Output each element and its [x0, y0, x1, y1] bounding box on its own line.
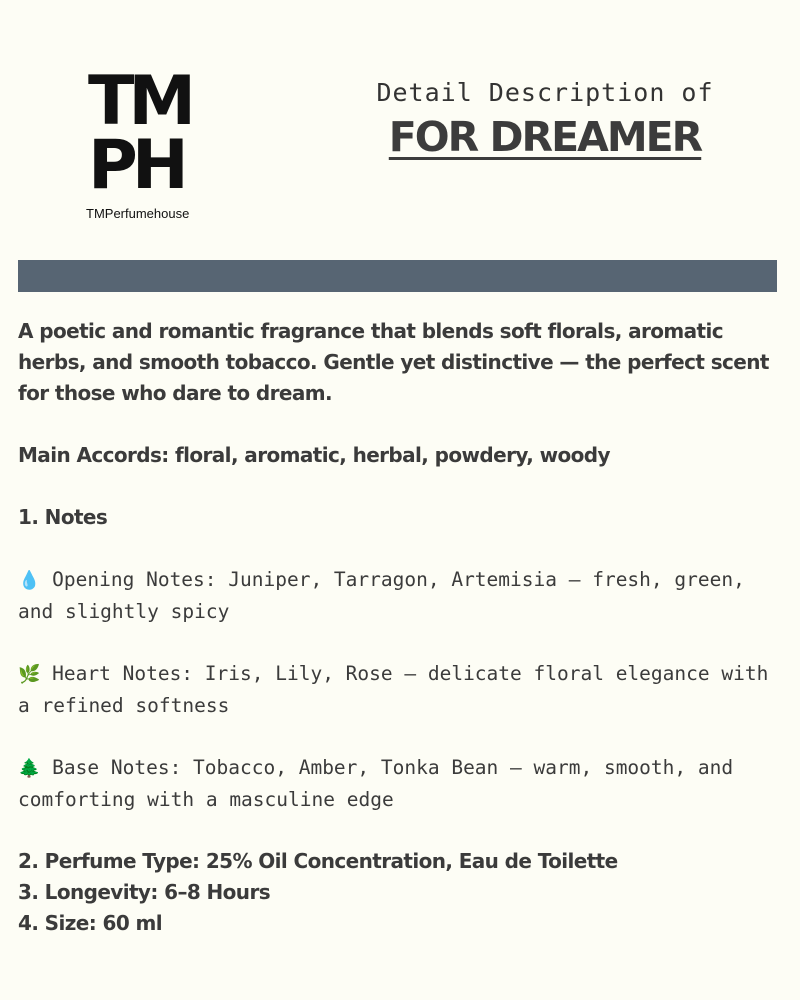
size: 4. Size: 60 ml: [18, 911, 162, 935]
note-opening: [18, 564, 788, 627]
brand-logo: [86, 62, 204, 221]
herb-icon: 🌿: [18, 664, 41, 685]
note-heart: [18, 658, 788, 721]
logo-line-1: TM: [88, 62, 191, 141]
brand-name: TMPerfumehouse: [86, 206, 190, 221]
evergreen-tree-icon: 🌲: [18, 758, 41, 779]
notes-heading: 1. Notes: [18, 505, 108, 529]
main-accords: Main Accords: floral, aromatic, herbal, powdery, woody: [18, 443, 610, 467]
droplet-icon: 💧: [18, 570, 41, 591]
logo-line-2: PH: [88, 126, 183, 205]
note-heart-text: Heart Notes: Iris, Lily, Rose – delicate floral elegance with a refined softness: [18, 662, 769, 717]
longevity: 3. Longevity: 6–8 Hours: [18, 880, 271, 904]
note-base-text: Base Notes: Tobacco, Amber, Tonka Bean – warm, smooth, and comforting with a masculine edge: [18, 756, 734, 811]
note-base: [18, 752, 788, 815]
header: [340, 78, 750, 161]
divider-bar: [18, 260, 777, 292]
page-title: FOR DREAMER: [388, 113, 702, 161]
intro-paragraph: A poetic and romantic fragrance that blends soft florals, aromatic herbs, and smooth tobacco. Gentle yet distinctive — the perfect scent for those who dare to dream.: [18, 319, 769, 405]
page-subtitle: Detail Description of: [376, 78, 714, 107]
logo-mark: [88, 62, 204, 205]
perfume-type: 2. Perfume Type: 25% Oil Concentration, Eau de Toilette: [18, 849, 618, 873]
description-content: [18, 316, 788, 939]
note-opening-text: Opening Notes: Juniper, Tarragon, Artemisia – fresh, green, and slightly spicy: [18, 568, 745, 623]
